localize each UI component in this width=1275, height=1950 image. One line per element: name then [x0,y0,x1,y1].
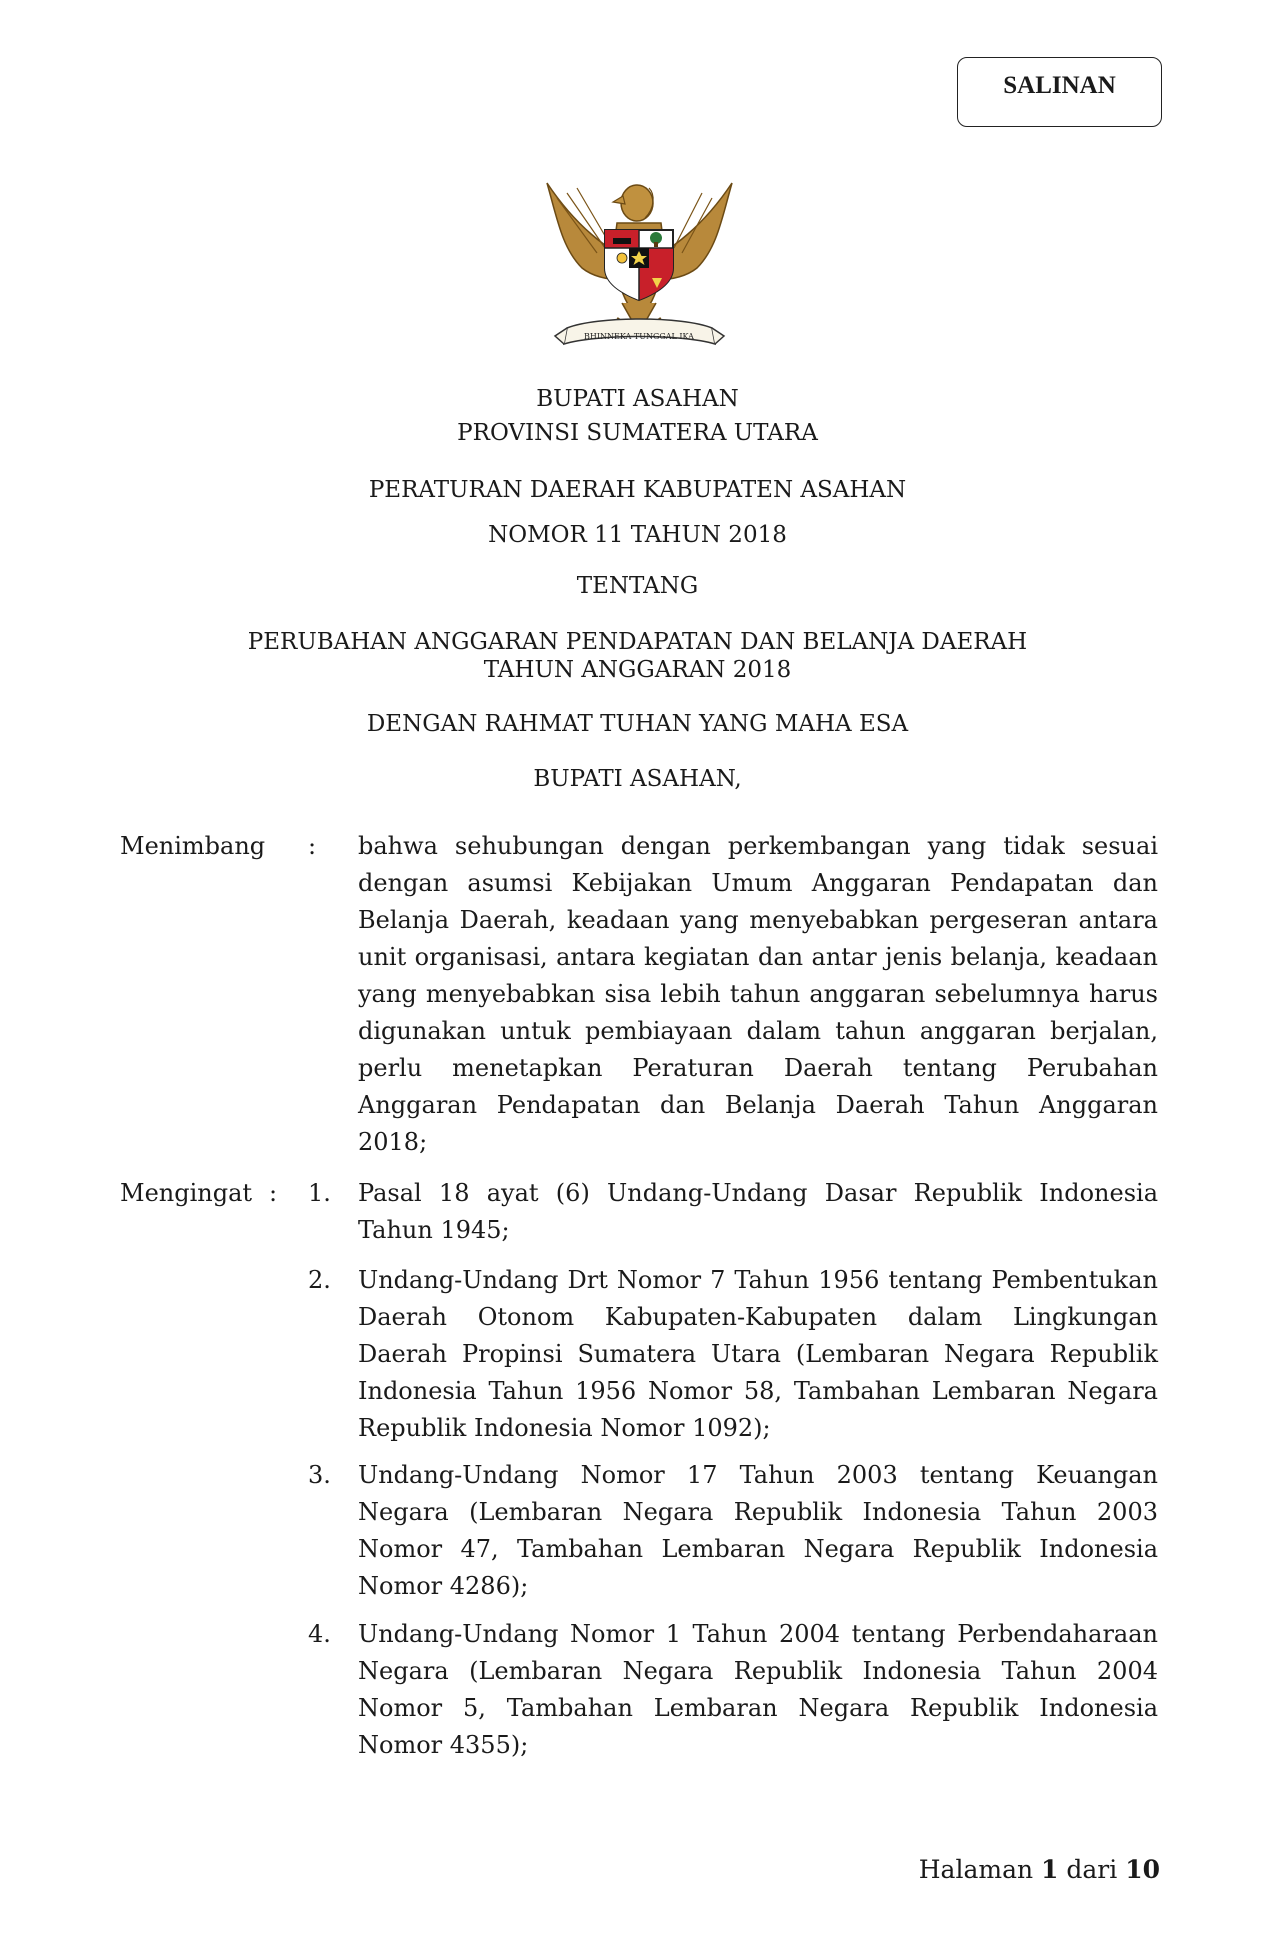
page-number: 1 [1041,1855,1059,1884]
subject-line-2: TAHUN ANGGARAN 2018 [483,657,792,683]
footer-middle: dari [1066,1855,1118,1884]
subject-line-1: PERUBAHAN ANGGARAN PENDAPATAN DAN BELANJA DAERAH [247,629,1028,655]
list-item: Undang-Undang Drt Nomor 7 Tahun 1956 tentang Pembentukan Daerah Otonom Kabupaten-Kabupaten dalam Lingkungan Daerah Propinsi Sumatera Utara (Lembaran Negara Republik Indonesia Tahun 1956 Nomor 58, Tambahan Lembaran Negara Republik Indonesia Nomor 1092); [358,1266,1158,1442]
footer-prefix: Halaman [918,1855,1034,1884]
about-heading: TENTANG [576,573,699,599]
mengingat-colon: : [269,1179,278,1207]
list-item-number: 4. [308,1620,331,1648]
list-item: Undang-Undang Nomor 1 Tahun 2004 tentang Perbendaharaan Negara (Lembaran Negara Republik Indonesia Tahun 2004 Nomor 5, Tambahan Lembaran Negara Republik Indonesia Nomor 4355); [358,1620,1158,1759]
list-item-number: 1. [308,1179,331,1207]
page-footer [919,1855,1160,1884]
regulation-title: PERATURAN DAERAH KABUPATEN ASAHAN [368,477,907,503]
menimbang-colon: : [308,832,317,860]
list-item: Pasal 18 ayat (6) Undang-Undang Dasar Republik Indonesia Tahun 1945; [358,1179,1158,1244]
menimbang-text: bahwa sehubungan dengan perkembangan yang tidak sesuai dengan asumsi Kebijakan Umum Anggaran Pendapatan dan Belanja Daerah, keadaan yang menyebabkan pergeseran antara unit organisasi, antara kegiatan dan antar jenis belanja, keadaan yang menyebabkan sisa lebih tahun anggaran sebelumnya harus digunakan untuk pembiayaan dalam tahun anggaran berjalan, perlu menetapkan Peraturan Daerah tentang Perubahan Anggaran Pendapatan dan Belanja Daerah Tahun Anggaran 2018; [358,832,1158,1156]
regulation-number: NOMOR 11 TAHUN 2018 [488,522,787,548]
page-total: 10 [1125,1855,1160,1884]
salinan-stamp: SALINAN [957,57,1162,127]
mengingat-label: Mengingat [120,1179,253,1207]
list-item-number: 2. [308,1266,331,1294]
issuer-title: BUPATI ASAHAN [536,386,739,412]
menimbang-label: Menimbang [120,832,266,860]
regent-line: BUPATI ASAHAN, [533,766,742,792]
list-item: Undang-Undang Nomor 17 Tahun 2003 tentang Keuangan Negara (Lembaran Negara Republik Indonesia Tahun 2003 Nomor 47, Tambahan Lembaran Negara Republik Indonesia Nomor 4286); [358,1461,1158,1600]
blessing-line: DENGAN RAHMAT TUHAN YANG MAHA ESA [366,711,909,737]
province-title: PROVINSI SUMATERA UTARA [457,420,818,446]
emblem-motto: BHINNEKA TUNGGAL IKA [584,332,694,341]
list-item-number: 3. [308,1461,331,1489]
garuda-emblem-icon [537,168,742,358]
